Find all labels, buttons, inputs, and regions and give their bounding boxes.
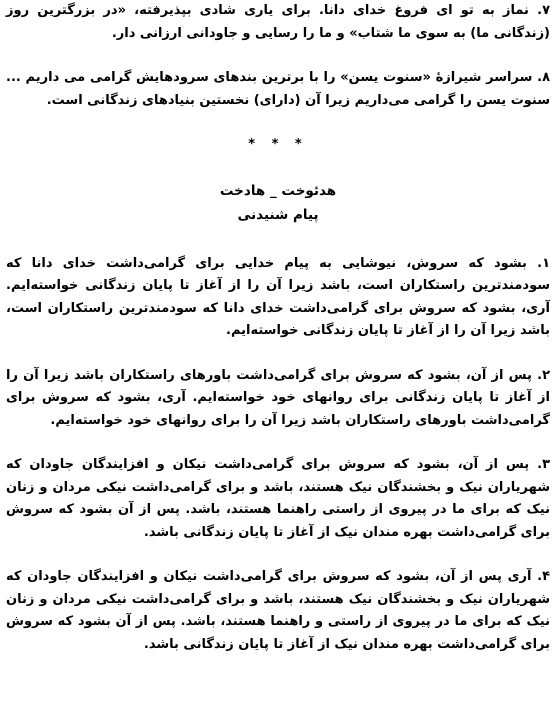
spacer xyxy=(6,45,550,67)
paragraph-1: ۱. بشود که سروش، نیوشایی به پیام خدایی برای گرامی‌داشت خدای دانا که سودمندترین راستکاران است، باشد زیرا آن را از آغاز تا پایان زندگانی خواسته‌ایم. آری، بشود که سروش برای گرامی‌داشت خدای دانا که سودمندترین راستکاران است، باشد زیرا آن را از آغاز تا پایان زندگانی خواسته‌ایم. xyxy=(6,255,550,338)
section-separator: * * * xyxy=(248,137,308,152)
document-page xyxy=(6,0,550,656)
spacer xyxy=(6,112,550,134)
paragraph-3: ۳. پس از آن، بشود که سروش برای گرامی‌داشت نیکان و افزایندگان جاودان که شهریاران نیک و بخشندگان نیک هستند، باشد و برای گرامی‌داشت نیکی مردان و زنان نیک که برای ما در پیروی از راستی راهنما هستند، باشد. پس از آن بشود که سروش برای گرامی‌داشت بهره مندان نیک از آغاز تا پایان زندگانی باشد. xyxy=(6,457,550,540)
spacer xyxy=(6,343,550,365)
paragraph-8: ۸. سراسر شیرازهٔ «سنوت یسن» را با برترین بندهای سرودهایش گرامی می داریم ... سنوت یسن را گرامی می‌داریم زیرا آن (دارای) نخستین بنیادهای زندگانی است. xyxy=(6,70,550,108)
section-subtitle: پیام شنیدنی xyxy=(237,206,319,223)
spacer xyxy=(6,157,550,179)
spacer xyxy=(6,544,550,566)
paragraph-7: ۷. نماز به تو ای فروغ خدای دانا. برای یاری شادی بپذیرفته، «در بزرگترین روز (زندگانی ما) به سوی ما شتاب» و ما را رسایی و جاودانی ارزانی دار. xyxy=(6,3,550,41)
section-title: هدئوخت _ هادخت xyxy=(219,182,337,199)
paragraph-4: ۴. آری پس از آن، بشود که سروش برای گرامی‌داشت نیکان و افزایندگان جاودان که شهریاران نیک و بخشندگان نیک هستند، باشد و برای گرامی‌داشت نیکی مردان و زنان نیک که برای ما در پیروی از راستی و راهنما هستند، باشد. پس از آن بشود که سروش برای گرامی‌داشت بهره مندان نیک از آغاز تا پایان زندگانی باشد. xyxy=(6,569,550,652)
spacer xyxy=(6,227,550,253)
spacer xyxy=(6,432,550,454)
paragraph-2: ۲. پس از آن، بشود که سروش برای گرامی‌داشت باورهای راستکاران باشد زیرا آن را از آغاز تا پایان زندگانی برای روانهای خود خواسته‌ایم. آری، بشود که سروش برای گرامی‌داشت باورهای راستکاران باشد زیرا آن را برای روانهای خود خواسته‌ایم. xyxy=(6,367,550,428)
